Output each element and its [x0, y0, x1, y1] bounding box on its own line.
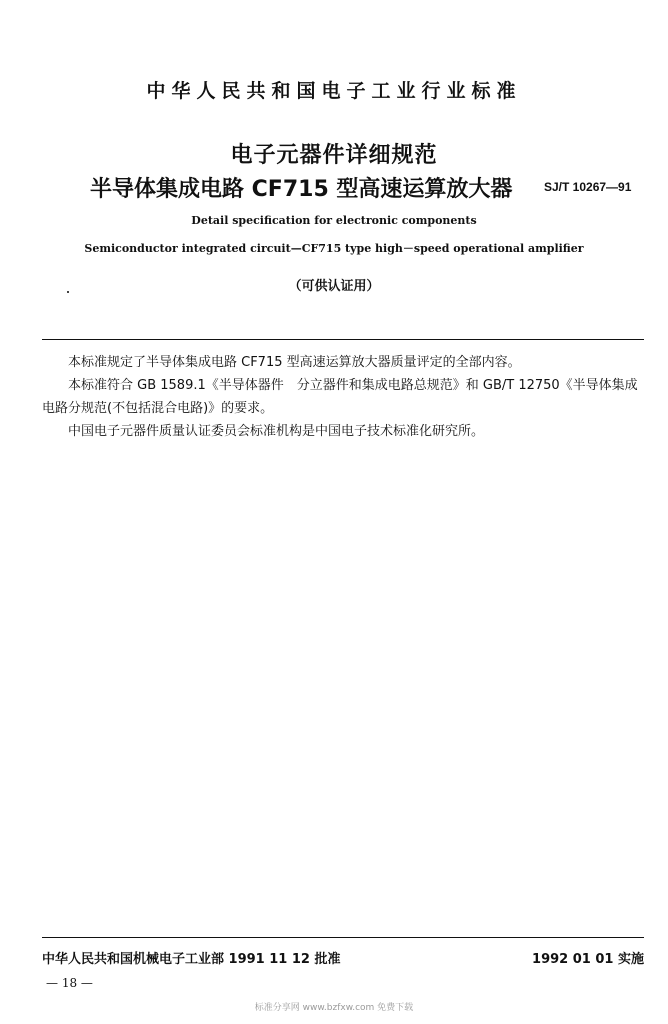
top-divider	[42, 339, 644, 340]
body-text	[42, 351, 644, 443]
title-en-line2: Semiconductor integrated circuit—CF715 type high－speed operational amplifier	[84, 242, 584, 255]
watermark: 标准分享网 www.bzfxw.com 免费下载	[254, 1003, 414, 1013]
body-paragraph-compliance: 本标准符合 GB 1589.1《半导体器件 分立器件和集成电路总规范》和 GB/T 12750《半导体集成电路分规范(不包括混合电路)》的要求。	[42, 378, 638, 416]
page-number: — 18 —	[46, 976, 93, 990]
title-cn-line1: 电子元器件详细规范	[230, 143, 438, 168]
approval-line: 中华人民共和国机械电子工业部 1991 11 12 批准	[42, 952, 341, 967]
title-cn-line2: 半导体集成电路 CF715 型高速运算放大器	[90, 177, 513, 202]
title-en-line1: Detail specification for electronic components	[191, 214, 477, 227]
standard-category-header: 中华人民共和国电子工业行业标准	[146, 80, 522, 102]
effective-date: 1992 01 01 实施	[532, 952, 644, 967]
body-paragraph-scope: 本标准规定了半导体集成电路 CF715 型高速运算放大器质量评定的全部内容。	[68, 355, 521, 370]
body-paragraph-authority: 中国电子元器件质量认证委员会标准机构是中国电子技术标准化研究所。	[68, 424, 485, 439]
standard-number: SJ/T 10267—91	[544, 180, 632, 194]
scan-speck	[67, 291, 69, 293]
bottom-divider	[42, 937, 644, 938]
status-note: （可供认证用）	[288, 279, 380, 294]
